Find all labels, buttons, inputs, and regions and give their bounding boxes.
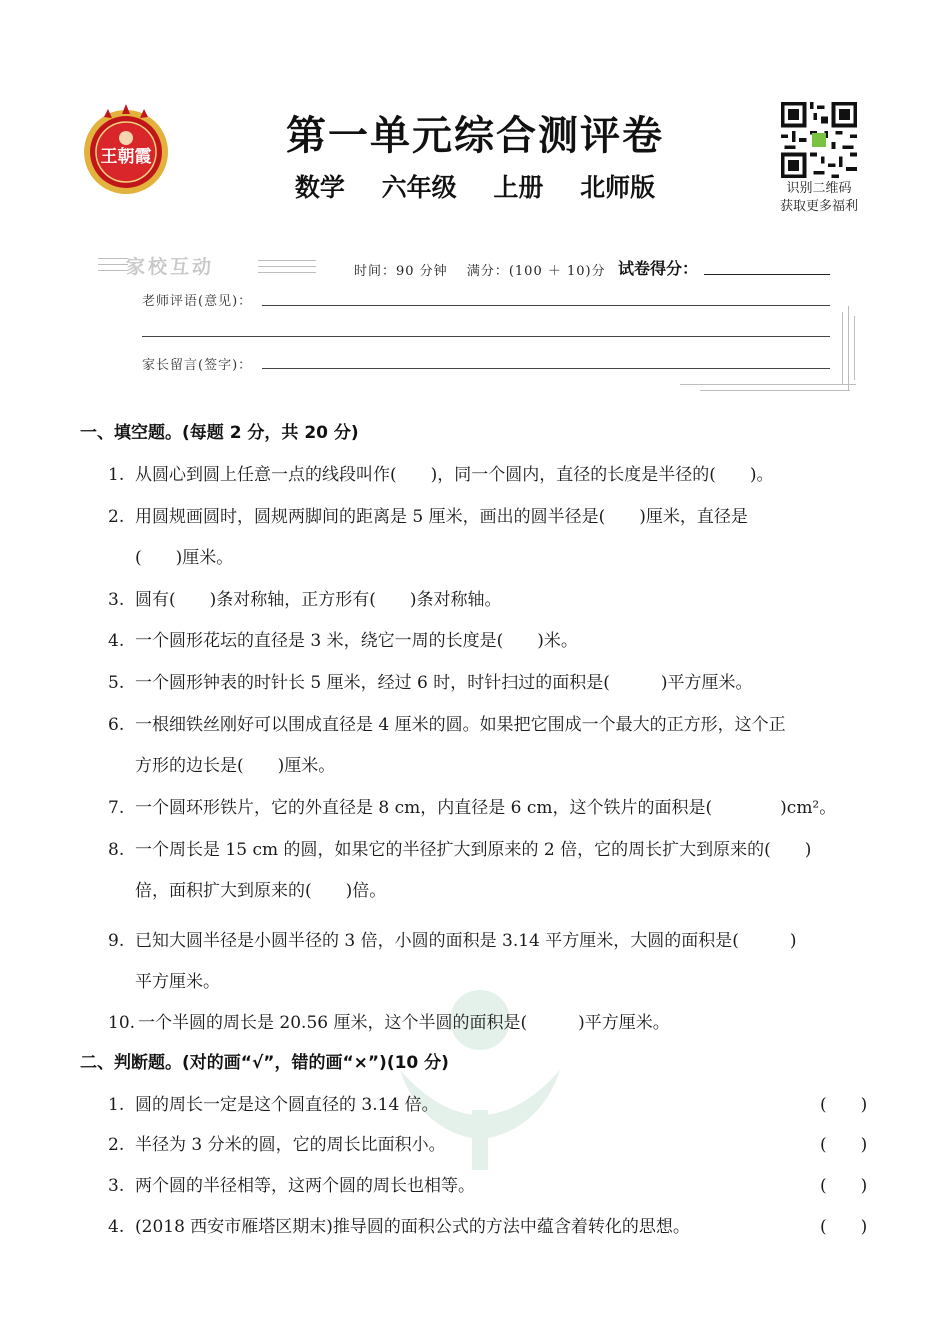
subject: 数学	[294, 173, 345, 202]
parent-message-field[interactable]	[262, 368, 830, 369]
section2-heading: 二、判断题。(对的画“√”，错的画“×”)(10 分)	[80, 1053, 449, 1073]
divider	[854, 316, 855, 380]
qr-code-icon[interactable]	[781, 102, 857, 178]
question-text: 用圆规画圆时，圆规两脚间的距离是 5 厘米，画出的圆半径是( )厘米，直径是	[135, 507, 748, 527]
question-text: 圆有( )条对称轴，正方形有( )条对称轴。	[135, 590, 502, 610]
question-number: 8.	[108, 840, 125, 860]
question-text: 一根细铁丝刚好可以围成直径是 4 厘米的圆。如果把它围成一个最大的正方形，这个正	[135, 715, 786, 735]
question-number: 4.	[108, 631, 125, 651]
answer-blank[interactable]: ( )	[820, 1176, 868, 1196]
question-number: 2.	[108, 507, 125, 527]
answer-blank[interactable]: ( )	[820, 1217, 868, 1237]
question-1-7	[108, 793, 836, 818]
question-1-3	[108, 585, 502, 610]
question-number: 6.	[108, 715, 125, 735]
question-text: 一个周长是 15 cm 的圆，如果它的半径扩大到原来的 2 倍，它的周长扩大到原来的( )	[135, 840, 812, 860]
edition: 北师版	[580, 173, 656, 202]
divider	[258, 266, 316, 267]
question-text: 倍，面积扩大到原来的( )倍。	[135, 881, 387, 901]
grade: 六年级	[381, 173, 457, 202]
question-1-2	[108, 502, 748, 527]
question-number: 3.	[108, 1176, 125, 1196]
score-field[interactable]	[704, 274, 830, 275]
question-text: 从圆心到圆上任意一点的线段叫作( )，同一个圆内，直径的长度是半径的( )。	[135, 465, 774, 485]
question-1-1	[108, 460, 774, 485]
question-text: 一个圆形钟表的时针长 5 厘米，经过 6 时，时针扫过的面积是( )平方厘米。	[135, 673, 753, 693]
judge-question-2	[108, 1130, 446, 1155]
divider	[98, 258, 128, 259]
exam-info	[354, 260, 620, 279]
question-text: 平方厘米。	[135, 972, 220, 992]
parent-message-label: 家长留言(签字)：	[142, 358, 253, 373]
question-text: 圆的周长一定是这个圆直径的 3.14 倍。	[135, 1095, 439, 1115]
answer-blank[interactable]: ( )	[820, 1135, 868, 1155]
question-number: 1.	[108, 465, 125, 485]
question-text: 一个圆环形铁片，它的外直径是 8 cm，内直径是 6 cm，这个铁片的面积是( )cm²。	[135, 798, 837, 818]
divider	[680, 384, 856, 385]
exam-full-score: 满分：(100 ＋ 10)分	[466, 264, 606, 279]
qr-caption	[760, 180, 878, 216]
judge-question-4	[108, 1212, 690, 1237]
question-1-6-cont	[108, 751, 335, 776]
question-1-10	[108, 1008, 670, 1033]
question-1-4	[108, 626, 578, 651]
score-label: 试卷得分：	[618, 259, 699, 278]
teacher-comment-field[interactable]	[262, 305, 830, 306]
question-number: 2.	[108, 1135, 125, 1155]
question-number: 1.	[108, 1095, 125, 1115]
page-title: 第一单元综合测评卷	[286, 113, 664, 159]
teacher-comment-label: 老师评语(意见)：	[142, 294, 253, 309]
teacher-comment-field-2[interactable]	[142, 336, 830, 337]
judge-question-3	[108, 1171, 475, 1196]
question-number: 9.	[108, 931, 125, 951]
divider	[842, 312, 843, 384]
question-number: 3.	[108, 590, 125, 610]
box-label: 家校互动	[126, 256, 215, 278]
question-1-2-cont	[108, 543, 233, 568]
brand-name: 王朝霞	[100, 147, 152, 167]
question-text: 一个半圆的周长是 20.56 厘米，这个半圆的面积是( )平方厘米。	[138, 1013, 670, 1033]
question-1-9-cont	[108, 967, 220, 992]
qr-caption-line1: 识别二维码	[786, 181, 852, 196]
question-text: 两个圆的半径相等，这两个圆的周长也相等。	[135, 1176, 475, 1196]
question-text: 半径为 3 分米的圆，它的周长比面积小。	[135, 1135, 446, 1155]
question-text: 一个圆形花坛的直径是 3 米，绕它一周的长度是( )米。	[135, 631, 578, 651]
divider	[98, 264, 128, 265]
exam-time: 时间：90 分钟	[354, 264, 448, 279]
question-text: 已知大圆半径是小圆半径的 3 倍，小圆的面积是 3.14 平方厘米，大圆的面积是( )	[135, 931, 797, 951]
question-1-5	[108, 668, 753, 693]
question-number: 7.	[108, 798, 125, 818]
judge-question-1	[108, 1090, 439, 1115]
question-number: 5.	[108, 673, 125, 693]
volume: 上册	[493, 173, 544, 202]
question-number: 4.	[108, 1217, 125, 1237]
divider	[848, 306, 849, 390]
section1-heading: 一、填空题。(每题 2 分，共 20 分)	[80, 423, 359, 443]
question-text: (2018 西安市雁塔区期末)推导圆的面积公式的方法中蕴含着转化的思想。	[135, 1217, 690, 1237]
qr-caption-line2: 获取更多福利	[779, 199, 858, 214]
divider	[258, 272, 316, 273]
question-1-8	[108, 835, 811, 860]
question-1-9	[108, 926, 797, 951]
answer-blank[interactable]: ( )	[820, 1095, 868, 1115]
question-1-8-cont	[108, 876, 386, 901]
divider	[98, 270, 128, 271]
divider	[258, 260, 316, 261]
question-text: ( )厘米。	[135, 548, 234, 568]
question-text: 方形的边长是( )厘米。	[135, 756, 336, 776]
question-1-6	[108, 710, 786, 735]
divider	[700, 390, 850, 391]
question-number: 10.	[108, 1013, 136, 1033]
